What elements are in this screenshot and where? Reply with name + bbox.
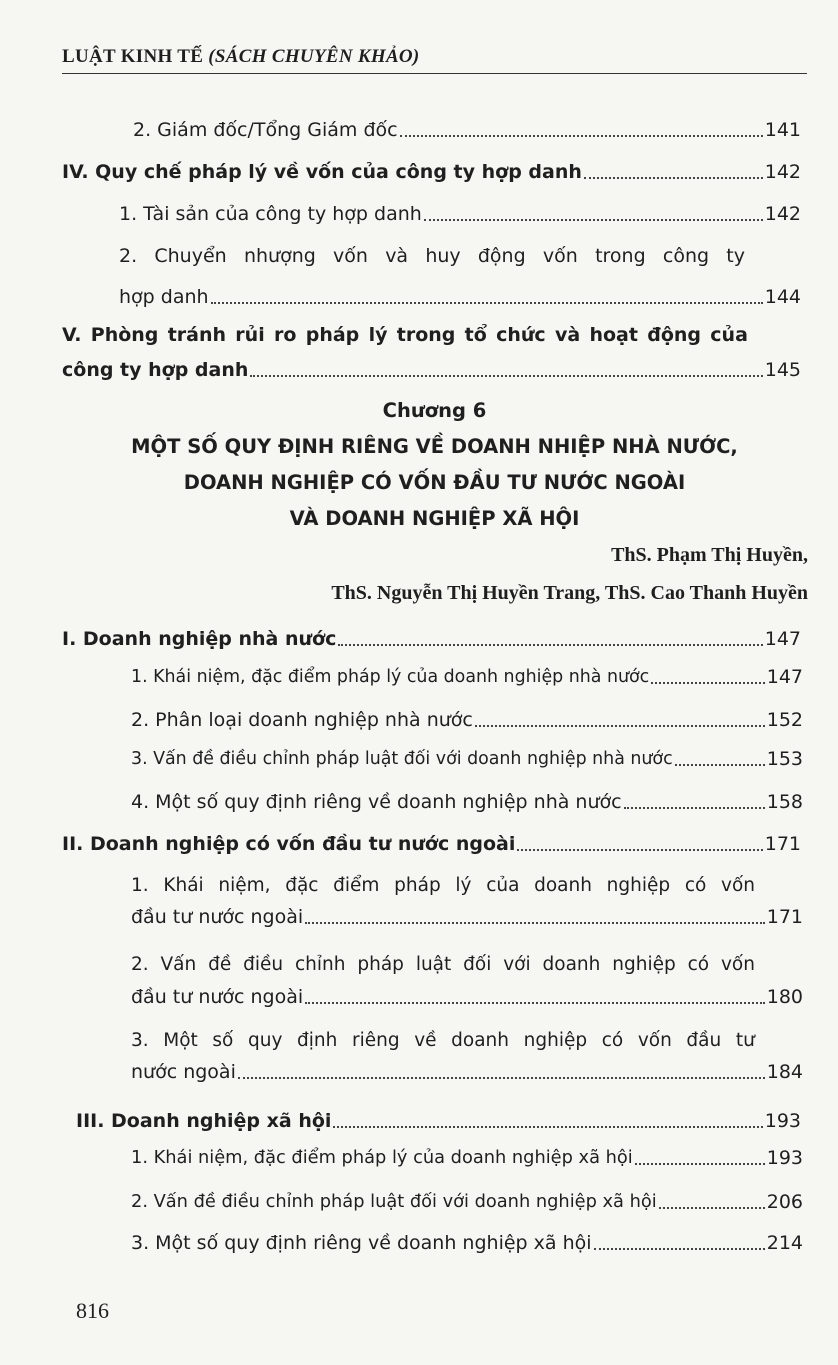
toc-entry [131,1231,803,1255]
toc-entry [131,1146,803,1170]
toc-entry-label: 1. Khái niệm, đặc điểm pháp lý của doanh nghiệp xã hội [131,1147,633,1168]
chapter-number: Chương 6 [382,399,487,422]
toc-entry [131,1190,803,1214]
dot-leader [211,302,763,304]
toc-entry-label: đầu tư nước ngoài [131,906,304,928]
toc-section-page: 145 [764,359,801,381]
toc-entry-label: 3. Một số quy định riêng về doanh nghiệp xã hội [131,1232,592,1254]
toc-section [62,627,801,651]
toc-entry [131,905,803,929]
toc-section [62,832,801,856]
word: lý [368,324,388,346]
word: Phòng [90,324,159,346]
word: với [503,954,531,975]
word: có [684,875,707,896]
toc-entry-page: 184 [766,1061,803,1083]
word: động [477,245,526,267]
toc-entry-line [131,1029,755,1053]
word: tổ [464,324,487,346]
word: Khái [163,875,204,896]
word: doanh [542,954,601,975]
word: pháp [305,324,360,346]
toc-section-line [62,323,748,347]
chapter-author-2: ThS. Nguyễn Thị Huyền Trang, ThS. Cao Thanh Huyền [331,582,808,604]
toc-section-page: 142 [764,161,801,183]
toc-entry-label: 2. Giám đốc/Tổng Giám đốc [133,119,398,141]
toc-entry [131,708,803,732]
dot-leader [517,849,762,851]
toc-section-label: I. Doanh nghiệp nhà nước [62,628,337,650]
dot-leader [659,1207,765,1209]
word: đối [463,954,492,975]
dot-leader [424,219,763,221]
word: công [662,245,710,267]
word: vốn [333,245,368,267]
dot-leader [305,922,765,924]
chapter-title-line-1: MỘT SỐ QUY ĐỊNH RIÊNG VỀ DOANH NHIỆP NHÀ NƯỚC, [131,435,738,458]
word: số [212,1030,234,1051]
running-head-title: LUẬT KINH TẾ [62,46,204,67]
dot-leader [305,1002,765,1004]
toc-section-label: II. Doanh nghiệp có vốn đầu tư nước ngoài [62,833,516,855]
toc-entry-label: 3. Vấn đề điều chỉnh pháp luật đối với doanh nghiệp nhà nước [131,749,673,769]
toc-section [62,160,801,184]
dot-leader [675,764,765,766]
dot-leader [250,375,762,377]
word: tránh [167,324,227,346]
word: nghiệp [606,875,671,896]
running-head-subtitle: (SÁCH CHUYÊN KHẢO) [208,46,420,67]
word: vốn [637,1030,672,1051]
word: đề [208,954,232,975]
word: V. [62,324,82,346]
word: định [297,1030,338,1051]
dot-leader [624,807,765,809]
word: vốn [720,954,755,975]
dot-leader [238,1077,765,1079]
toc-entry-label: 1. Khái niệm, đặc điểm pháp lý của doanh nghiệp nhà nước [131,667,650,687]
word: nghiệp [523,1030,588,1051]
word: huy [425,245,461,267]
word: pháp [357,954,404,975]
word: của [710,324,748,346]
toc-section-page: 171 [764,833,801,855]
word: nghiệp [612,954,676,975]
chapter-author-1: ThS. Phạm Thị Huyền, [611,544,808,566]
word: Chuyển [154,245,227,267]
toc-section-page: 147 [764,628,801,650]
word: và [554,324,581,346]
chapter-title-line-2: DOANH NGHIỆP CÓ VỐN ĐẦU TƯ NƯỚC NGOÀI [183,471,686,494]
toc-entry [131,1060,803,1084]
word: ro [274,324,297,346]
toc-entry-page: 153 [766,748,803,770]
dot-leader [584,177,763,179]
word: và [385,245,409,267]
word: Một [163,1030,198,1051]
toc-entry-label: 2. Phân loại doanh nghiệp nhà nước [131,709,473,731]
toc-entry-page: 180 [766,986,803,1008]
word: niệm, [218,875,271,896]
word: 3. [131,1030,149,1051]
word: rủi [235,324,265,346]
toc-entry [133,118,801,142]
toc-entry-page: 144 [764,286,801,308]
word: 2. [131,954,149,975]
word: vốn [721,875,755,896]
word: về [414,1030,437,1051]
word: hoạt [589,324,638,346]
toc-entry-line [131,953,755,977]
toc-entry-page: 214 [766,1232,803,1254]
toc-entry [131,665,803,689]
word: trong [595,245,646,267]
toc-entry-page: 142 [764,203,801,225]
word: động [647,324,701,346]
toc-entry [131,790,803,814]
toc-entry-line [119,244,745,268]
running-head [62,46,807,68]
word: đặc [285,875,319,896]
toc-entry-page: 158 [766,791,803,813]
word: trong [396,324,456,346]
toc-section-label: III. Doanh nghiệp xã hội [76,1110,332,1132]
toc-entry-page: 152 [766,709,803,731]
toc-entry-label: nước ngoài [131,1061,236,1083]
toc-entry-page: 206 [766,1191,803,1213]
toc-entry-line [131,874,755,898]
toc-entry-page: 141 [764,119,801,141]
word: 1. [131,875,149,896]
toc-entry [119,202,801,226]
dot-leader [594,1248,765,1250]
word: đầu [686,1030,722,1051]
word: chức [496,324,546,346]
toc-entry [119,285,801,309]
toc-entry-label: hợp danh [119,286,209,308]
word: điều [243,954,284,975]
toc-entry-label: 1. Tài sản của công ty hợp danh [119,203,422,225]
word: doanh [451,1030,510,1051]
toc-entry [131,985,803,1009]
word: Vấn [160,954,197,975]
toc-entry-page: 171 [766,906,803,928]
toc-section-page: 193 [764,1110,801,1132]
word: quy [248,1030,283,1051]
word: chỉnh [295,954,346,975]
toc-entry-label: 2. Vấn đề điều chỉnh pháp luật đối với doanh nghiệp xã hội [131,1191,657,1212]
toc-entry-page: 193 [766,1147,803,1169]
toc-section [76,1109,801,1133]
dot-leader [475,725,765,727]
dot-leader [651,682,765,684]
word: riêng [351,1030,400,1051]
word: của [486,875,520,896]
toc-entry [131,747,803,771]
toc-section [62,358,801,382]
word: doanh [534,875,592,896]
toc-entry-label: 4. Một số quy định riêng về doanh nghiệp nhà nước [131,791,622,813]
word: nhượng [243,245,316,267]
word: điểm [333,875,380,896]
dot-leader [400,135,763,137]
word: 2. [119,245,138,267]
dot-leader [333,1126,762,1128]
word: pháp [394,875,441,896]
word: vốn [542,245,578,267]
toc-section-label: IV. Quy chế pháp lý về vốn của công ty hợp danh [62,161,582,183]
header-rule [62,73,807,74]
chapter-title-line-3: VÀ DOANH NGHIỆP XÃ HỘI [289,507,580,530]
page-number: 816 [76,1298,109,1323]
dot-leader [635,1163,765,1165]
word: có [687,954,710,975]
dot-leader [338,644,762,646]
toc-section-label: công ty hợp danh [62,359,249,381]
word: luật [415,954,452,975]
word: ty [726,245,745,267]
toc-entry-page: 147 [766,666,803,688]
word: lý [455,875,472,896]
word: có [601,1030,624,1051]
word: tư [735,1030,755,1051]
toc-entry-label: đầu tư nước ngoài [131,986,304,1008]
